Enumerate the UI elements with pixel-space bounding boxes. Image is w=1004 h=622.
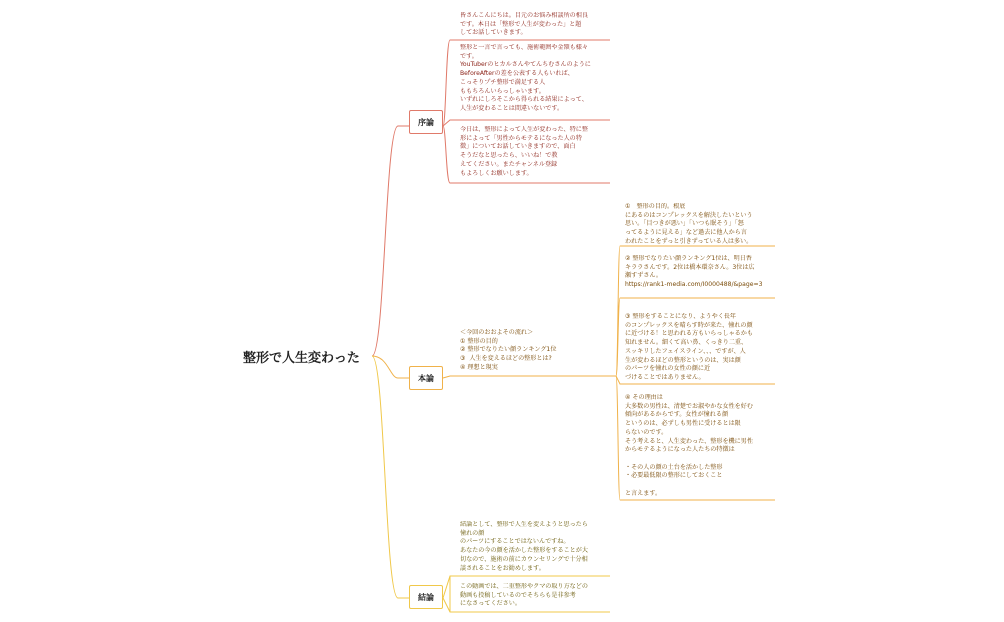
honron-leaf-2[interactable]: ② 整形でなりたい顔ランキング1位は、明日香 キララさんです。2位は橋本環奈さん。3位は広 瀬すずさん。 https://rank1-media.com/I0000488/&page=3 bbox=[625, 255, 763, 289]
honron-leaf-3[interactable]: ③ 整形をすることになり、ようやく長年 のコンプレックスを晴らす時が来た、憧れの顔 に近づける！と思われる方もいらっしゃるかも 知れません。細くて高い鼻、くっきり二重、 スッキリしたフェイスライン、、、ですが、人 生が変わるほどの整形というのは、実は顔 のパーツを憧れの女性の顔に近 づけることではありません。 bbox=[625, 313, 753, 381]
ketsuron-leaf-1[interactable]: 結論として、整形で人生を変えようと思ったら 憧れの顔 のパーツにすることではないんですね。 あなたの今の顔を活かした整形をすることが大 切なので、施術の前にカウンセリングで十分相 談されることをお勧めします。 bbox=[460, 521, 588, 572]
branch-ketsuron[interactable]: 結論 bbox=[409, 585, 443, 609]
honron-leaf-1[interactable]: ① 整形の目的。根底 にあるのはコンプレックスを解決したいという 思い。「目つきが悪い」「いつも眠そう」「怒 ってるように見える」など過去に他人から言 われたことをずっと引きずっている人は多い。 bbox=[625, 203, 753, 245]
joron-leaf-2[interactable]: 整形と一言で言っても、施術範囲や金額も様々 です。 YouTuberのヒカルさんやてんちむさんのように BeforeAfterの差を公表する人もいれば、 こっそりプチ整形で満足する人 ももちろんいらっしゃいます。 いずれにしろそこから得られる結果によって、 人生が変わることは間違いないです。 bbox=[460, 44, 591, 112]
honron-intro[interactable]: ＜今回のおおよその流れ＞ ① 整形の目的 ② 整形でなりたい顔ランキング1位 ③ 人生を変えるほどの整形とは? ④ 理想と現実 bbox=[460, 329, 557, 371]
link-root-joron bbox=[372, 126, 409, 356]
joron-leaf-3[interactable]: 今日は、整形によって人生が変わった、特に整 形によって「男性からモテるになった人の特 徴」についてお話していきますので、面白 そうだなと思ったら、いいね！で教 えてください。またチャンネル登録 もよろしくお願いします。 bbox=[460, 126, 588, 177]
branch-joron[interactable]: 序論 bbox=[409, 110, 443, 134]
joron-leaf-1[interactable]: 皆さんこんにちは。目元のお悩み相談所の相良 です。本日は「整形で人生が変わった」と題 してお話していきます。 bbox=[460, 12, 588, 37]
ketsuron-leaf-2[interactable]: この動画では、二重整形やクマの取り方などの 動画も投稿しているのでそちらも是非参考 になさってください。 bbox=[460, 583, 588, 608]
honron-leaf-4[interactable]: ④ その理由は 大多数の男性は、清楚でお淑やかな女性を好む 傾向があるからです。女性が憧れる顔 というのは、必ずしも男性に受けるとは限 らないのです。 そう考えると、人生変わった、整形を機に男性 からモテるようになった人たちの特徴は ・その人の顔の土台を活かした整形 ・必要最低限の整形にしておくこと と言えます。 bbox=[625, 394, 753, 497]
branch-honron[interactable]: 本論 bbox=[409, 366, 443, 390]
root-topic[interactable]: 整形で人生変わった bbox=[243, 351, 360, 366]
link-root-ketsuron bbox=[372, 356, 409, 598]
